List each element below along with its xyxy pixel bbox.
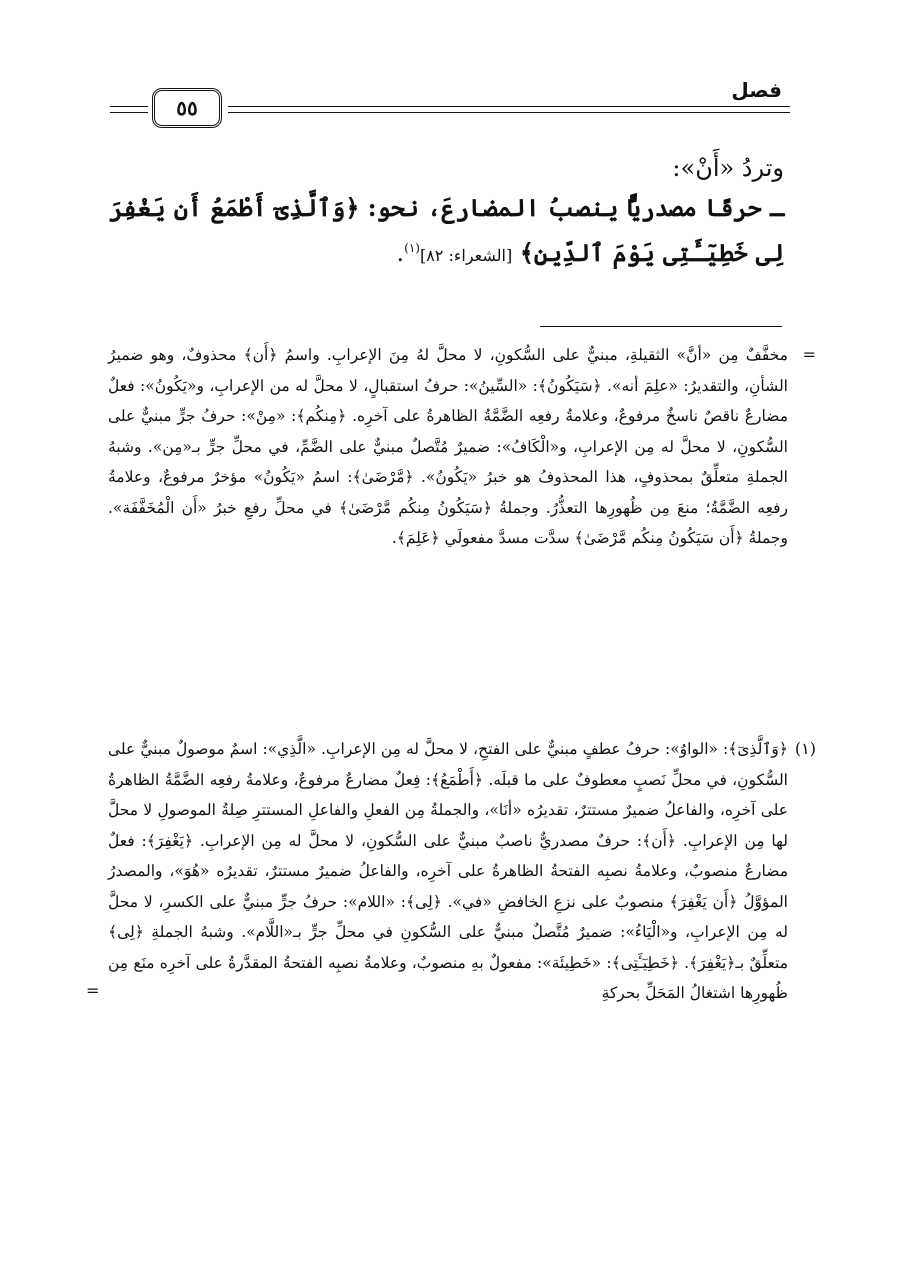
header-rule-left-upper [110,106,148,107]
header-rule-left-lower [110,112,148,113]
example-verse: ـ حرفًا مصدريًّا ينصبُ المضارعَ، نحو: ﴿وَٱلَّذِىٓ أَطْمَعُ أَن يَغْفِرَ لِى خَطِيٓـَٔتِى يَوْمَ ٱلدِّينِ﴾ [109,193,784,267]
footnote-mark: (١) [404,241,420,255]
footnote-separator [540,326,782,327]
footnote-continued [108,340,816,554]
header-rule-right-lower [228,112,790,113]
lead-line-1: وتردُ «أَنْ»: [672,154,784,182]
lead-end: . [396,239,405,267]
main-text [108,148,784,276]
header-rule-right-upper [228,106,790,107]
lead-line-2 [108,188,784,276]
section-title: فصل [731,78,782,102]
continuation-marker: = [802,345,816,364]
footnote-continues-marker: = [86,981,100,1000]
footnote-1-marker: (١) [794,739,816,758]
page-number: ٥٥ [176,96,198,120]
verse-reference: [الشعراء: ٨٢] [419,246,513,265]
footnote-1-text: ﴿وَٱلَّذِىٓ﴾: «الواوُ»: حرفُ عطفٍ مبنيٌّ على الفتحِ، لا محلَّ له مِن الإعرابِ. «الَّذِي»: اسمٌ موصولٌ مبنيٌّ على السُّكونِ، في محلِّ نَصبٍ معطوفٌ على ما قبلَه. ﴿أَطْمَعُ﴾: فِعلٌ مضارعٌ مرفوعٌ، وعلامةُ رفعِه الضَّمَّةُ الظاهرةُ على آخرِه، والفاعلُ ضميرٌ مستترٌ، تقديرُه «أنَا»، والجملةُ مِن الفعلِ والفاعلِ المستترِ صِلةُ الموصولِ لا محلَّ لها مِن الإعرابِ. ﴿أَن﴾: حرفٌ مصدريٌّ ناصبٌ مبنيٌّ على السُّكونِ، لا محلَّ له مِن الإعرابِ. ﴿يَغْفِرَ﴾: فعلٌ مضارعٌ منصوبٌ، وعلامةُ نصبِه الفتحةُ الظاهرةُ على آخرِه، والفاعلُ ضميرٌ مستترٌ، تقديرُه «هُوَ»، والمصدرُ المؤوَّلُ ﴿أَن يَغْفِرَ﴾ منصوبٌ على نزعِ الخافضِ «في». ﴿لِى﴾: «اللام»: حرفُ جرٍّ مبنيٌّ على الكسرِ، لا محلَّ له مِن الإعرابِ، و«الْيَاءُ»: ضميرٌ مُتَّصلٌ مبنيٌّ على السُّكونِ في محلِّ جرٍّ بـ«اللَّام». وشبهُ الجملةِ ﴿لِى﴾ متعلِّقٌ بـ﴿يَغْفِرَ﴾. ﴿خَطِيٓـَٔتِى﴾: «خَطِيئَة»: مفعولٌ بهِ منصوبٌ، وعلامةُ نصبِه الفتحةُ المقدَّرةُ على آخرِه منَع مِن ظُهورِها اشتغالُ المَحَلِّ بحركةِ [108,740,788,1002]
page-header [110,78,790,142]
footnote-continued-text: مخفَّفٌ مِن «أنَّ» الثقيلةِ، مبنيٌّ على السُّكونِ، لا محلَّ لهُ مِنَ الإعرابِ. واسمُ ﴿أَن﴾ محذوفٌ، وهو ضميرُ الشأنِ، والتقديرُ: «علِمَ أنه». ﴿سَيَكُونُ﴾: «السِّينُ»: حرفُ استقبالٍ، لا محلَّ له من الإعرابِ، و«يَكُونُ»: فعلٌ مضارعٌ ناقصٌ ناسخٌ مرفوعٌ، وعلامةُ رفعِه الضَّمَّةُ الظاهرةُ على آخرِه. ﴿مِنكُم﴾: «مِنْ»: حرفُ جرٍّ مبنيٌّ على السُّكونِ، لا محلَّ له مِن الإعرابِ، و«الْكَافُ»: ضميرٌ مُتَّصلٌ مبنيٌّ على الضَّمِّ، في محلِّ جرٍّ بـ«مِن». وشبهُ الجملةِ متعلِّقٌ بمحذوفٍ، هذا المحذوفُ هو خبرُ «يَكُونُ». ﴿مَّرْضَىٰ﴾: اسمُ «يَكُونُ» مؤخرٌ مرفوعٌ، وعلامةُ رفعِه الضَّمَّةُ؛ منعَ مِن ظُهورِها التعذُّرُ. وجملةُ ﴿سَيَكُونُ مِنكُم مَّرْضَىٰ﴾ في محلِّ رفعِ خبرُ «أَن الْمُخَفَّفَة». وجملةُ ﴿أَن سَيَكُونُ مِنكُم مَّرْضَىٰ﴾ سدَّت مسدَّ مفعولَي ﴿عَلِمَ﴾. [108,346,788,547]
footnote-1 [86,734,816,1009]
page-number-box [152,88,222,128]
